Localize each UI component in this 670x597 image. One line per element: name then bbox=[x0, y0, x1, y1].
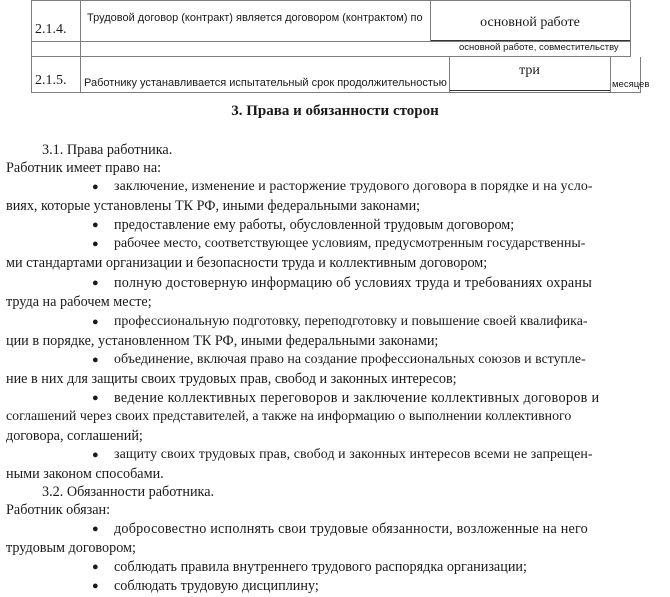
rights-line: договора, соглашений; bbox=[6, 428, 143, 444]
value-underline-1 bbox=[430, 40, 630, 41]
duties-intro: Работник обязан: bbox=[6, 502, 111, 518]
rights-line: профессиональную подготовку, переподготовку и повышение своей квалифика- bbox=[114, 314, 588, 329]
probation-unit: месяцев bbox=[612, 79, 650, 90]
bullet-icon: ● bbox=[92, 449, 99, 461]
rights-line: ведение коллективных переговоров и заключение коллективных договоров и bbox=[114, 390, 600, 406]
table-unit-column-border bbox=[610, 57, 611, 93]
duties-line: добросовестно исполнять свои трудовые обязанности, возложенные на него bbox=[114, 521, 588, 537]
duties-line: соблюдать правила внутреннего трудового распорядка организации; bbox=[114, 559, 527, 575]
probation-value[interactable]: три bbox=[519, 63, 540, 78]
bullet-icon: ● bbox=[92, 392, 99, 404]
table-left-border bbox=[31, 0, 32, 93]
bullet-icon: ● bbox=[92, 219, 99, 231]
row-number-2-1-4: 2.1.4. bbox=[35, 22, 67, 37]
table-top-border bbox=[31, 0, 631, 1]
rights-line: ние в них для защиты своих трудовых прав, свобод и законных интересов; bbox=[6, 371, 457, 387]
rights-line: защиту своих трудовых прав, свобод и законных интересов всеми не запрещен- bbox=[114, 447, 593, 462]
contract-type-value[interactable]: основной работе bbox=[480, 15, 580, 30]
rights-line: труда на рабочем месте; bbox=[6, 294, 152, 310]
bullet-icon: ● bbox=[92, 523, 99, 535]
bullet-icon: ● bbox=[92, 181, 99, 193]
bullet-icon: ● bbox=[92, 316, 99, 328]
rights-line: ции в порядке, установленном ТК РФ, иными федеральными законами; bbox=[6, 333, 439, 349]
value-underline-2 bbox=[449, 90, 610, 91]
bullet-icon: ● bbox=[92, 561, 99, 573]
duties-line: соблюдать трудовую дисциплину; bbox=[114, 578, 319, 594]
contract-type-hint: основной работе, совместительству bbox=[459, 42, 619, 53]
table-hint-divider bbox=[31, 56, 631, 57]
table-bottom-border bbox=[31, 92, 641, 93]
row-text-2-1-5: Работнику устанавливается испытательный срок продолжительностью bbox=[84, 77, 447, 89]
row-number-2-1-5: 2.1.5. bbox=[35, 73, 67, 88]
duties-line: трудовым договором; bbox=[6, 540, 136, 556]
section-title: 3. Права и обязанности сторон bbox=[231, 103, 439, 119]
rights-line: соглашений через своих представителей, а также на информацию о выполнении коллективного bbox=[6, 409, 572, 424]
duties-heading: 3.2. Обязанности работника. bbox=[42, 484, 215, 500]
bullet-icon: ● bbox=[92, 238, 99, 250]
rights-line: ными законом способами. bbox=[6, 466, 164, 482]
table-num-column-border bbox=[80, 0, 81, 93]
rights-line: полную достоверную информацию об условиях труда и требованиях охраны bbox=[114, 275, 592, 291]
bullet-icon: ● bbox=[92, 354, 99, 366]
row-text-2-1-4: Трудовой договор (контракт) является договором (контрактом) по bbox=[87, 12, 423, 24]
rights-intro: Работник имеет право на: bbox=[6, 160, 162, 176]
rights-line: объединение, включая право на создание профессиональных союзов и вступле- bbox=[114, 352, 586, 367]
bullet-icon: ● bbox=[92, 580, 99, 592]
rights-line: предоставление ему работы, обусловленной трудовым договором; bbox=[114, 217, 515, 233]
rights-line: рабочее место, соответствующее условиям, предусмотренным государственны- bbox=[114, 236, 586, 251]
bullet-icon: ● bbox=[92, 277, 99, 289]
rights-line: заключение, изменение и расторжение трудового договора в порядке и на усло- bbox=[114, 179, 593, 194]
rights-line: виях, которые установлены ТК РФ, иными федеральными законами; bbox=[6, 198, 421, 214]
rights-heading: 3.1. Права работника. bbox=[42, 142, 173, 158]
table-right-border bbox=[630, 0, 631, 57]
rights-line: ми стандартами организации и безопасности труда и коллективным договором; bbox=[6, 255, 488, 271]
